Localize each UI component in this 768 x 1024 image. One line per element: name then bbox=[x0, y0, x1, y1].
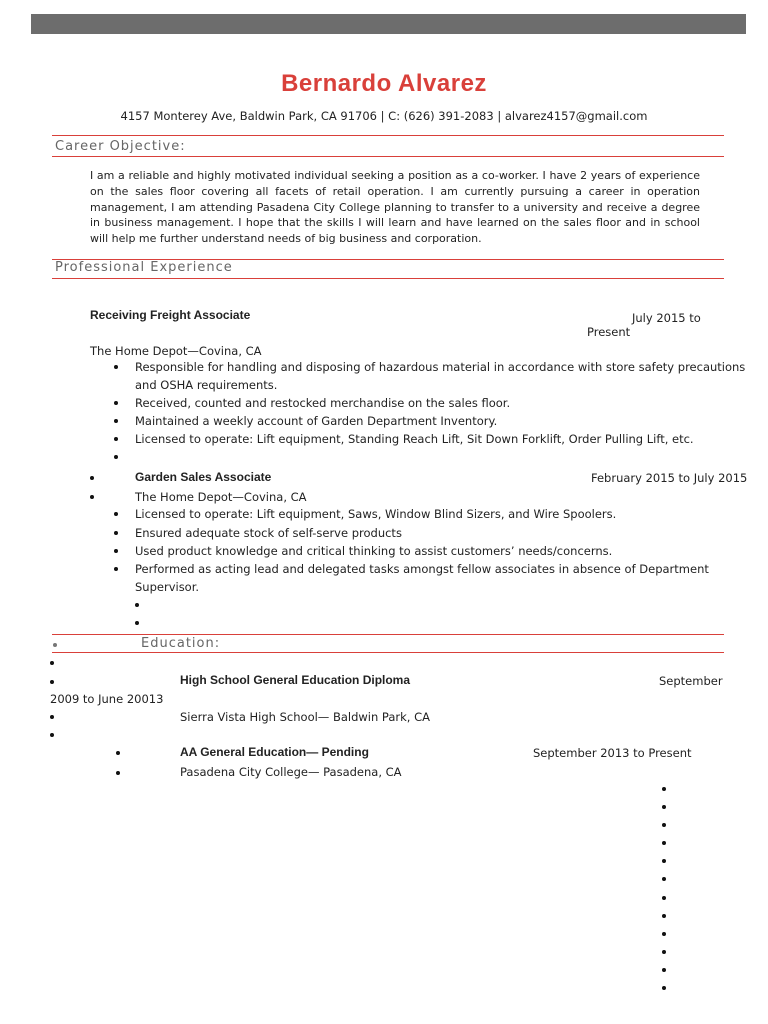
empty-bullet-dot bbox=[662, 950, 666, 954]
bullet-dot bbox=[90, 476, 94, 480]
degree-title: AA General Education— Pending bbox=[180, 745, 369, 759]
bullet-dot bbox=[114, 512, 118, 516]
bullet-dot bbox=[50, 715, 54, 719]
empty-bullet-dot bbox=[662, 841, 666, 845]
bullet-dot bbox=[114, 549, 118, 553]
bullet-dot bbox=[114, 437, 118, 441]
bullet-dot bbox=[114, 531, 118, 535]
empty-bullet-dot bbox=[50, 661, 54, 665]
empty-bullet-dot bbox=[114, 455, 118, 459]
bullet-dot bbox=[114, 365, 118, 369]
empty-bullet-dot bbox=[662, 859, 666, 863]
career-objective-text: I am a reliable and highly motivated individual seeking a position as a co-worker. I have 2 years of experience on the sales floor covering all facets of retail operation. I am currently pursuing a career in operation management, I am attending Pasadena City College planning to transfer to a university and receive a degree in business management. I hope that the skills I will learn and have learned on the sales floor and in school will help me further understand needs of big business and corporation. bbox=[90, 169, 700, 246]
degree-title: High School General Education Diploma bbox=[180, 673, 411, 687]
empty-bullet-dot bbox=[135, 603, 139, 607]
job-date: July 2015 to bbox=[632, 311, 701, 325]
empty-bullet-dot bbox=[662, 932, 666, 936]
job-duty: Used product knowledge and critical thinking to assist customers’ needs/concerns. bbox=[135, 544, 613, 558]
bullet-dot bbox=[50, 680, 54, 684]
bullet-dot bbox=[116, 751, 120, 755]
job-date-continued: Present bbox=[587, 325, 631, 339]
job-duty: Responsible for handling and disposing of hazardous material in accordance with store safety precautions bbox=[135, 360, 746, 374]
job-company: The Home Depot—Covina, CA bbox=[135, 490, 307, 504]
job-duty: Maintained a weekly account of Garden Department Inventory. bbox=[135, 414, 498, 428]
job-date: February 2015 to July 2015 bbox=[591, 471, 748, 485]
education-heading: Education: bbox=[141, 636, 221, 651]
applicant-name: Bernardo Alvarez bbox=[281, 70, 487, 97]
bullet-dot bbox=[90, 495, 94, 499]
job-company: The Home Depot—Covina, CA bbox=[90, 344, 262, 358]
professional-experience-heading: Professional Experience bbox=[55, 260, 233, 275]
bullet-dot bbox=[114, 567, 118, 571]
school-name: Sierra Vista High School— Baldwin Park, CA bbox=[180, 710, 430, 724]
section-rule-bottom bbox=[52, 278, 724, 279]
degree-date-continued: 2009 to June 20013 bbox=[50, 692, 164, 706]
degree-date: September bbox=[659, 674, 723, 688]
job-duty-continued: and OSHA requirements. bbox=[135, 378, 278, 392]
contact-info: 4157 Monterey Ave, Baldwin Park, CA 91706 | C: (626) 391-2083 | alvarez4157@gmail.com bbox=[120, 109, 648, 123]
job-duty: Received, counted and restocked merchandise on the sales floor. bbox=[135, 396, 511, 410]
empty-bullet-dot bbox=[662, 968, 666, 972]
section-rule-top bbox=[52, 135, 724, 136]
job-title: Receiving Freight Associate bbox=[90, 308, 251, 322]
bullet-dot bbox=[53, 643, 57, 647]
empty-bullet-dot bbox=[662, 823, 666, 827]
empty-bullet-dot bbox=[135, 621, 139, 625]
bullet-dot bbox=[114, 419, 118, 423]
top-header-bar bbox=[31, 14, 746, 34]
job-duty: Ensured adequate stock of self-serve products bbox=[135, 526, 402, 540]
bullet-dot bbox=[114, 401, 118, 405]
job-duty: Performed as acting lead and delegated tasks amongst fellow associates in absence of Department bbox=[135, 562, 709, 576]
job-duty-continued: Supervisor. bbox=[135, 580, 200, 594]
empty-bullet-dot bbox=[662, 986, 666, 990]
job-duty: Licensed to operate: Lift equipment, Saws, Window Blind Sizers, and Wire Spoolers. bbox=[135, 507, 617, 521]
job-title: Garden Sales Associate bbox=[135, 470, 272, 484]
empty-bullet-dot bbox=[662, 877, 666, 881]
section-rule-bottom bbox=[52, 156, 724, 157]
career-objective-heading: Career Objective: bbox=[55, 139, 186, 154]
job-duty: Licensed to operate: Lift equipment, Standing Reach Lift, Sit Down Forklift, Order Pulling Lift, etc. bbox=[135, 432, 694, 446]
bullet-dot bbox=[116, 771, 120, 775]
empty-bullet-dot bbox=[662, 787, 666, 791]
section-rule-top bbox=[52, 634, 724, 635]
empty-bullet-dot bbox=[50, 733, 54, 737]
school-name: Pasadena City College— Pasadena, CA bbox=[180, 765, 402, 779]
empty-bullet-dot bbox=[662, 896, 666, 900]
degree-date: September 2013 to Present bbox=[533, 746, 692, 760]
empty-bullet-dot bbox=[662, 805, 666, 809]
section-rule-bottom bbox=[52, 652, 724, 653]
empty-bullet-dot bbox=[662, 914, 666, 918]
